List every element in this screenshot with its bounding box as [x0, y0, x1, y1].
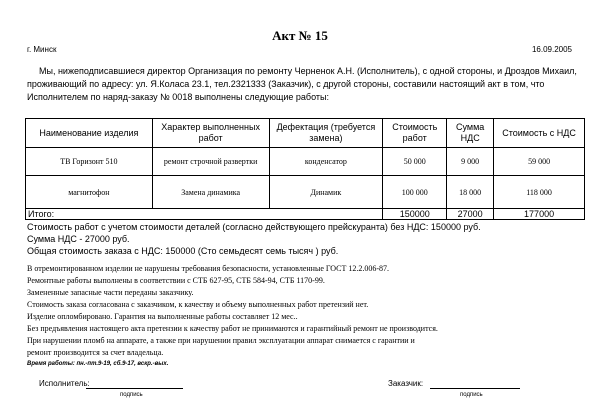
table-cell: 59 000 — [494, 148, 585, 176]
table-cell: 9 000 — [447, 148, 494, 176]
total-cost-with-vat: 177000 — [494, 209, 585, 220]
summary-vat-line: Сумма НДС - 27000 руб. — [27, 234, 130, 244]
table-cell: ТВ Горизонт 510 — [26, 148, 153, 176]
table-cell: магнитофон — [26, 176, 153, 209]
summary-total-line: Общая стоимость заказа с НДС: 150000 (Сто семьдесят семь тысяч ) руб. — [27, 246, 339, 256]
customer-label: Заказчик: — [388, 379, 424, 388]
table-cell: 50 000 — [383, 148, 447, 176]
working-hours-note: Время работы: пн.-пт.9-19, сб.9-17, вскр.-вых. — [27, 361, 169, 367]
column-header: Наименование изделия — [26, 119, 153, 148]
customer-signature-line — [430, 388, 520, 389]
executor-signature-line — [86, 388, 183, 389]
terms-line: Изделие опломбировано. Гарантия на выполненные работы составляет 12 мес.. — [27, 312, 298, 321]
terms-line: ремонт производится за счет владельца. — [27, 348, 164, 357]
terms-line: Стоимость заказа согласована с заказчиком, к качеству и объему выполненных работ претензий нет. — [27, 300, 369, 309]
intro-paragraph: Мы, нижеподписавшиеся директор Организация по ремонту Черненок А.Н. (Исполнитель), с одной стороны, и Дроздов Михаил, проживающий по адресу: ул. Я.Коласа 23.1, тел.2321333 (Заказчик), с другой стороны, составили настоящий акт в том, что Исполнителем по наряд-заказу № 0018 выполнены следующие работы: — [27, 66, 577, 102]
total-vat: 27000 — [447, 209, 494, 220]
summary-cost-line: Стоимость работ с учетом стоимости деталей (согласно действующего прейскуранта) без НДС: 150000 руб. — [27, 222, 481, 232]
works-table — [25, 118, 585, 220]
table-cell: 118 000 — [494, 176, 585, 209]
document-date: 16.09.2005 — [531, 45, 572, 54]
customer-signature-caption: подпись — [460, 392, 483, 398]
total-label: Итого: — [26, 209, 383, 220]
table-total-row — [26, 209, 585, 220]
column-header: Дефектация (требуется замена) — [269, 119, 383, 148]
table-header-row — [26, 119, 585, 148]
column-header: Сумма НДС — [447, 119, 494, 148]
table-cell: Замена динамика — [152, 176, 269, 209]
table-row — [26, 176, 585, 209]
terms-line: Ремонтные работы выполнены в соответствии с СТБ 627-95, СТБ 584-94, СТБ 1170-99. — [27, 276, 325, 285]
table-cell: 18 000 — [447, 176, 494, 209]
executor-signature-caption: подпись — [120, 392, 143, 398]
terms-line: Замененные запасные части переданы заказчику. — [27, 288, 194, 297]
table-row — [26, 148, 585, 176]
terms-line: В отремонтированном изделии не нарушены требования безопасности, установленные ГОСТ 12.2.006-87. — [27, 264, 390, 273]
document-title: Акт № 15 — [272, 28, 328, 43]
table-cell: ремонт строчной развертки — [152, 148, 269, 176]
terms-line: Без предъявления настоящего акта претензии к качеству работ не принимаются и гарантийный ремонт не производится. — [27, 324, 438, 333]
city: г. Минск — [27, 45, 57, 54]
terms-line: При нарушении пломб на аппарате, а также при нарушении правил эксплуатации аппарат снимается с гарантии и — [27, 336, 415, 345]
total-cost: 150000 — [383, 209, 447, 220]
table-cell: конденсатор — [269, 148, 383, 176]
column-header: Характер выполненных работ — [152, 119, 269, 148]
executor-label: Исполнитель: — [39, 379, 90, 388]
table-cell: 100 000 — [383, 176, 447, 209]
column-header: Стоимость работ — [383, 119, 447, 148]
column-header: Стоимость с НДС — [494, 119, 585, 148]
table-cell: Динамик — [269, 176, 383, 209]
